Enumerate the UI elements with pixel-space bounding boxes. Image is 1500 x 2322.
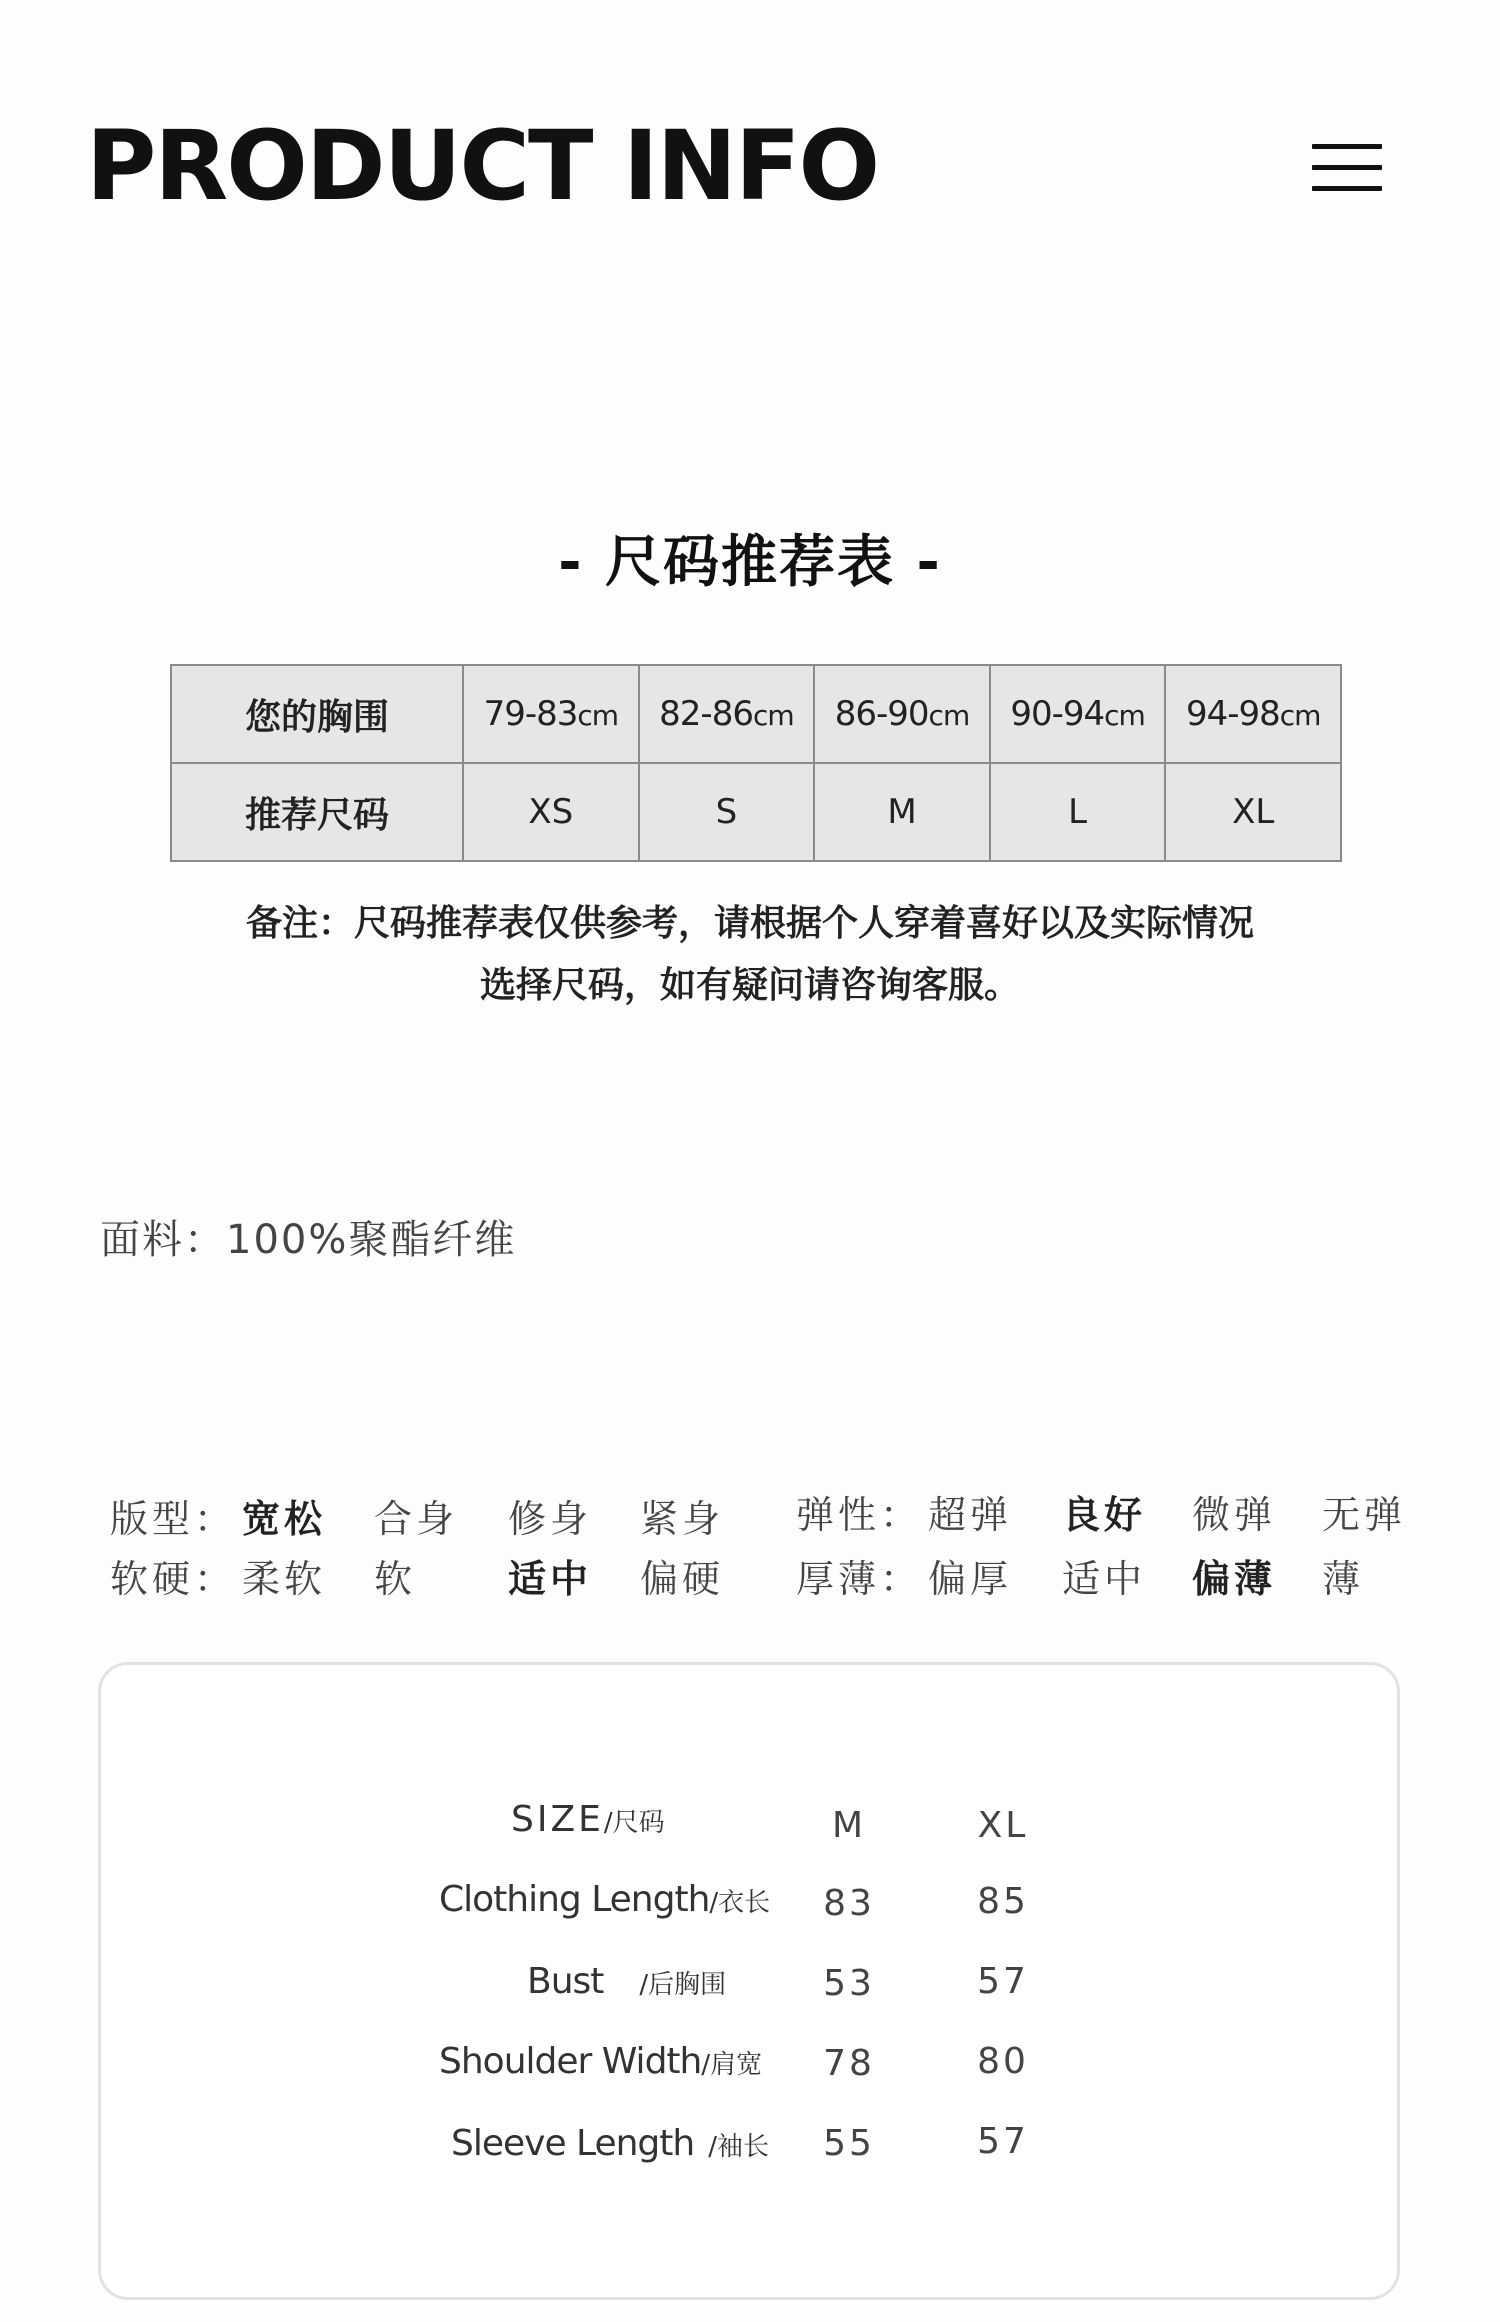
softness-option-selected: 适中 (508, 1557, 593, 1601)
note-line: 备注：尺码推荐表仅供参考，请根据个人穿着喜好以及实际情况 (245, 903, 1254, 944)
page-title: PRODUCT INFO (86, 110, 879, 222)
size-cell: S (639, 763, 815, 861)
fit-option: 紧身 (640, 1497, 725, 1541)
measurement-cn: /袖长 (708, 2132, 769, 2162)
elastic-option: 无弹 (1322, 1493, 1407, 1537)
thickness-option: 适中 (1062, 1557, 1147, 1601)
unit-label: cm (928, 699, 970, 732)
measurement-value-m: 55 (823, 2123, 875, 2164)
table-row (171, 665, 1341, 763)
table-row (171, 763, 1341, 861)
measurement-value-xl: 85 (977, 1881, 1029, 1922)
softness-option: 柔软 (242, 1557, 327, 1601)
size-row-label: 推荐尺码 (171, 763, 463, 861)
measurement-cn: /衣长 (709, 1888, 771, 1918)
bust-range-value: 79-83 (483, 694, 578, 734)
measurement-value-xl: 57 (977, 1961, 1029, 2002)
elastic-label: 弹性： (796, 1493, 923, 1537)
measurement-value-m: 53 (823, 1963, 875, 2004)
measurement-cn: /后胸围 (639, 1970, 727, 2000)
measurement-en: Bust (527, 1961, 604, 2002)
size-chart-title: - 尺码推荐表 - (558, 530, 942, 595)
menu-bar (1312, 186, 1382, 191)
bust-row-label: 您的胸围 (171, 665, 463, 763)
unit-label: cm (1104, 699, 1145, 732)
measurement-cn: /肩宽 (701, 2050, 763, 2080)
unit-label: cm (577, 699, 619, 732)
bust-range-cell (1165, 665, 1341, 763)
measurement-en: Clothing Length (439, 1879, 710, 1920)
bust-range-cell (990, 665, 1166, 763)
fit-option: 合身 (374, 1497, 459, 1541)
fit-label: 版型： (110, 1497, 237, 1541)
softness-option: 偏硬 (640, 1557, 725, 1601)
menu-bar (1312, 165, 1382, 170)
elastic-option-selected: 良好 (1062, 1493, 1147, 1537)
size-note (0, 893, 1500, 1017)
thickness-label: 厚薄： (796, 1557, 923, 1601)
size-header-cn: /尺码 (603, 1808, 665, 1838)
measurement-value-xl: 80 (977, 2041, 1029, 2082)
size-header (511, 1799, 665, 1840)
bust-range-value: 90-94 (1010, 694, 1105, 734)
size-recommendation-table (170, 664, 1342, 862)
softness-option: 软 (374, 1557, 417, 1601)
fabric-info: 面料：100%聚酯纤维 (100, 1217, 517, 1263)
bust-range-value: 86-90 (834, 694, 929, 734)
measurement-card (98, 1662, 1400, 2300)
menu-icon[interactable] (1312, 140, 1382, 196)
unit-label: cm (1279, 699, 1321, 732)
elastic-option: 微弹 (1192, 1493, 1277, 1537)
size-cell: XL (1165, 763, 1341, 861)
measurement-label (451, 2123, 769, 2164)
menu-bar (1312, 144, 1382, 149)
bust-range-cell (814, 665, 990, 763)
size-cell: M (814, 763, 990, 861)
measurement-value-m: 78 (823, 2043, 875, 2084)
fit-option-selected: 宽松 (242, 1497, 327, 1541)
measurement-en: Sleeve Length (451, 2123, 695, 2164)
size-cell: L (990, 763, 1166, 861)
softness-label: 软硬： (110, 1557, 237, 1601)
measurement-value-xl: 57 (977, 2121, 1029, 2162)
measurement-label (527, 1961, 726, 2002)
elastic-option: 超弹 (928, 1493, 1013, 1537)
measurement-label (439, 1879, 770, 1920)
thickness-option: 偏厚 (928, 1557, 1013, 1601)
thickness-option-selected: 偏薄 (1192, 1557, 1277, 1601)
bust-range-cell (639, 665, 815, 763)
note-line: 选择尺码，如有疑问请咨询客服。 (479, 965, 1020, 1006)
measurement-value-m: 83 (823, 1883, 875, 1924)
size-cell: XS (463, 763, 639, 861)
size-header-en: SIZE (511, 1799, 604, 1840)
measurement-label (439, 2041, 762, 2082)
column-header-m: M (831, 1805, 867, 1846)
bust-range-cell (463, 665, 639, 763)
column-header-xl: XL (977, 1805, 1029, 1846)
fit-option: 修身 (508, 1497, 593, 1541)
bust-range-value: 94-98 (1185, 694, 1280, 734)
bust-range-value: 82-86 (659, 694, 753, 734)
unit-label: cm (752, 699, 794, 732)
measurement-en: Shoulder Width (439, 2041, 702, 2082)
thickness-option: 薄 (1322, 1557, 1365, 1601)
